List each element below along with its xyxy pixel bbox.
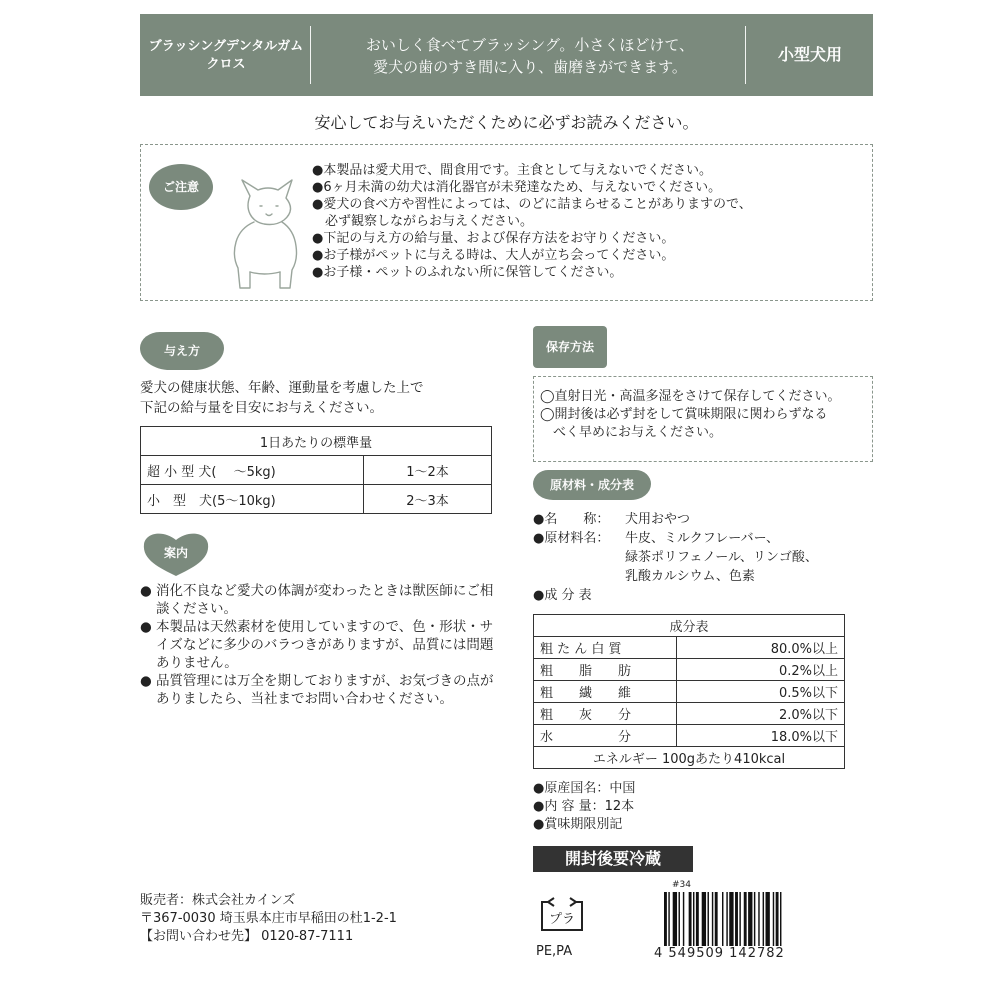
ingredients-label: 原材料・成分表 — [533, 470, 651, 500]
description-line2: 愛犬の歯のすき間に入り、歯磨きができます。 — [373, 58, 687, 76]
feeding-label: 与え方 — [140, 332, 224, 370]
list-item — [533, 510, 873, 529]
barcode-bar — [664, 892, 667, 948]
bullet: ● — [140, 673, 152, 689]
origin: ●原産国名：中国 — [533, 781, 636, 796]
dog-size-cell: 超 小 型 犬( ～5kg) — [141, 456, 364, 485]
barcode-bar — [735, 892, 738, 948]
materials-value: 乳酸カルシウム、色素 — [625, 569, 755, 584]
nutrition-header: 成分表 — [534, 615, 845, 637]
list-item — [140, 618, 500, 672]
nutrient-value: 80.0%以上 — [677, 637, 845, 659]
nutrient-name: 水 分 — [534, 725, 677, 747]
barcode-bar — [673, 892, 677, 948]
barcode-bar — [729, 892, 733, 948]
description-line1: おいしく食べてブラッシング。小さくほどけて、 — [365, 36, 695, 54]
barcode-bar — [679, 892, 680, 948]
barcode-bar — [722, 892, 723, 948]
seller-address: 〒367-0030 埼玉県本庄市早稲田の杜1-2-1 — [140, 911, 397, 926]
nutrient-value: 0.5%以下 — [677, 681, 845, 703]
list-item — [140, 672, 500, 708]
table-row — [141, 456, 492, 485]
barcode-bar — [754, 892, 755, 948]
caution-item: 必ず観察しながらお与えください。 — [312, 214, 534, 229]
caution-label: ご注意 — [149, 164, 213, 210]
materials-value: 牛皮、ミルクフレーバー、 — [625, 531, 780, 546]
table-row — [534, 637, 845, 659]
feeding-table-header: 1日あたりの標準量 — [141, 427, 492, 456]
list-item — [533, 586, 873, 605]
storage-label: 保存方法 — [533, 326, 607, 368]
nutrition-table — [533, 614, 845, 769]
best-before: ●賞味期限別記 — [533, 817, 623, 832]
materials-value: 緑茶ポリフェノール、リンゴ酸、 — [625, 550, 818, 565]
barcode-bar — [693, 892, 694, 948]
storage-item: ◯直射日光・高温多湿をさけて保存してください。 — [540, 389, 841, 404]
table-row — [534, 681, 845, 703]
name-value: 犬用おやつ — [625, 512, 691, 527]
guide-label-text: 案内 — [163, 546, 188, 560]
amount-cell: 2～3本 — [364, 485, 492, 514]
barcode-bar — [715, 892, 718, 948]
barcode-bar — [696, 892, 699, 948]
bullet: ● — [140, 583, 152, 599]
nutrient-name: 粗 灰 分 — [534, 703, 677, 725]
nutrient-name: 粗 脂 肪 — [534, 659, 677, 681]
feeding-text — [140, 378, 500, 418]
barcode-bar — [763, 892, 764, 948]
contents: ●内 容 量：12本 — [533, 799, 635, 814]
barcode-bar — [748, 892, 752, 948]
amount-cell: 1～2本 — [364, 456, 492, 485]
caution-item: ●愛犬の食べ方や習性によっては、のどに詰まらせることがありますので、 — [312, 197, 752, 212]
refrigerate-badge: 開封後要冷蔵 — [533, 846, 693, 872]
storage-item: ◯開封後は必ず封をして賞味期限に関わらずなる — [540, 407, 828, 422]
guide-item-text: 品質管理には万全を期しておりますが、お気づきの点がありましたら、当社までお問い合わせください。 — [156, 673, 494, 707]
caution-item: ●お子様がペットに与える時は、大人が立ち会ってください。 — [312, 248, 675, 263]
product-description — [320, 34, 740, 78]
extra-info — [533, 780, 873, 834]
barcode-bar — [689, 892, 692, 948]
barcode-bar — [712, 892, 713, 948]
barcode-number: 4 549509 142782 — [654, 946, 785, 961]
guide-label — [140, 530, 212, 578]
nutrient-name: 粗 繊 維 — [534, 681, 677, 703]
list-item — [533, 548, 873, 567]
feeding-text-line: 下記の給与量を目安にお与えください。 — [140, 400, 383, 416]
seller-contact: 【お問い合わせ先】 0120-87-7111 — [140, 929, 354, 944]
product-name — [146, 38, 306, 74]
table-row — [534, 659, 845, 681]
target-dog-size: 小型犬用 — [777, 45, 842, 64]
barcode-bar — [766, 892, 770, 948]
barcode-bar — [668, 892, 669, 948]
nutrient-name: 粗 た ん 白 質 — [534, 637, 677, 659]
read-notice: 安心してお与えいただくために必ずお読みください。 — [314, 113, 699, 132]
list-item — [533, 567, 873, 586]
table-row — [534, 703, 845, 725]
caution-item: ●6ヶ月未満の幼犬は消化器官が未発達なため、与えないでください。 — [312, 180, 722, 195]
barcode-bar — [726, 892, 727, 948]
barcode-bar — [773, 892, 774, 948]
feeding-text-line: 愛犬の健康状態、年齢、運動量を考慮した上で — [140, 380, 424, 396]
barcode-bar — [708, 892, 709, 948]
guide-item-text: 本製品は天然素材を使用していますので、色・形状・サイズなどに多少のバラつきがありますが、品質には問題ありません。 — [156, 619, 494, 671]
barcode-bar — [758, 892, 759, 948]
nutrient-value: 2.0%以下 — [677, 703, 845, 725]
barcode-bar — [702, 892, 706, 948]
header-divider — [745, 26, 746, 84]
materials-label: ●原材料名： — [533, 531, 610, 546]
recycle-mark-text: プラ — [548, 912, 576, 927]
list-item — [533, 529, 873, 548]
caution-item: ●下記の与え方の給与量、および保存方法をお守りください。 — [312, 231, 675, 246]
table-row — [141, 485, 492, 514]
nutrient-value: 18.0%以下 — [677, 725, 845, 747]
barcode-bar — [776, 892, 779, 948]
header-divider — [310, 26, 311, 84]
energy-row: エネルギー 100gあたり410kcal — [534, 747, 845, 769]
feeding-table — [140, 426, 492, 514]
storage-item: べく早めにお与えください。 — [540, 425, 723, 440]
code-tag: #34 — [672, 880, 691, 890]
dog-size-cell: 小 型 犬(5～10kg) — [141, 485, 364, 514]
product-name-line1: ブラッシングデンタルガム — [148, 39, 304, 54]
caution-list — [312, 162, 872, 281]
storage-list — [540, 388, 872, 442]
ingredients-list — [533, 510, 873, 605]
caution-item: ●お子様・ペットのふれない所に保管してください。 — [312, 265, 623, 280]
seller-name: 販売者：株式会社カインズ — [140, 893, 296, 908]
analysis-label: ●成 分 表 — [533, 588, 592, 603]
barcode-bar — [744, 892, 747, 948]
caution-item: ●本製品は愛犬用で、間食用です。主食として与えないでください。 — [312, 163, 713, 178]
packaging-materials: PE,PA — [536, 944, 573, 959]
barcode-bar — [780, 892, 781, 948]
list-item — [140, 582, 500, 618]
barcode-bar — [683, 892, 684, 948]
seller-info — [140, 892, 500, 946]
nutrient-value: 0.2%以上 — [677, 659, 845, 681]
name-label: ●名 称： — [533, 512, 610, 527]
dog-illustration-icon — [220, 176, 310, 296]
header-band — [140, 14, 873, 96]
guide-item-text: 消化不良など愛犬の体調が変わったときは獣医師にご相談ください。 — [156, 583, 494, 617]
barcode-bar — [739, 892, 740, 948]
guide-list — [140, 582, 500, 708]
table-row — [534, 725, 845, 747]
bullet: ● — [140, 619, 152, 635]
product-name-line2: クロス — [206, 57, 246, 72]
plastic-recycle-icon — [538, 896, 586, 936]
